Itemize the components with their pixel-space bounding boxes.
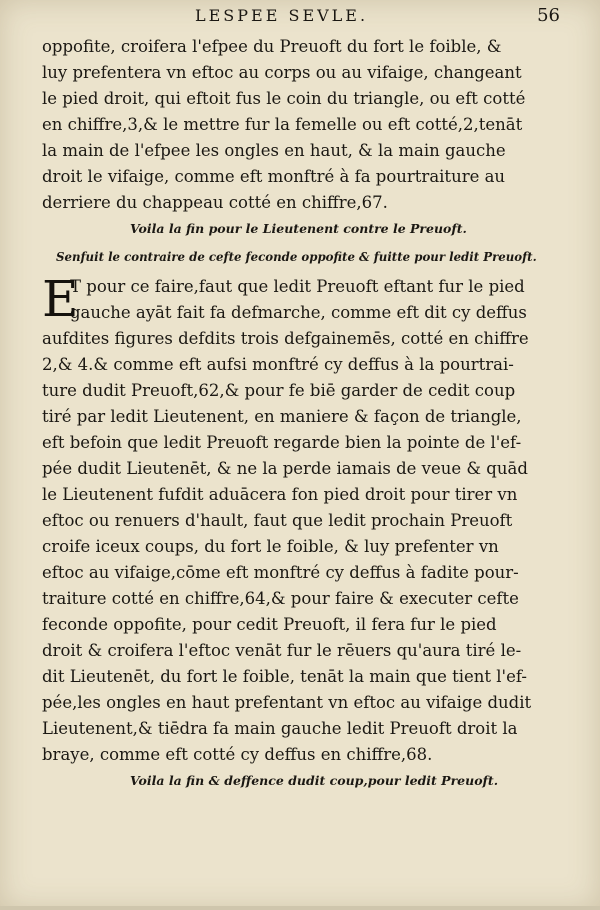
text-line: pée,les ongles en haut prefentant vn eftoc au vifaige dudit: [42, 693, 532, 712]
text-line: droit & croifera l'eftoc venāt fur le rēuers qu'aura tiré le-: [42, 641, 522, 660]
text-line: croife iceux coups, du fort le foible, & luy prefenter vn: [42, 537, 499, 556]
text-line: tiré par ledit Lieutenent, en maniere & façon de triangle,: [42, 407, 522, 426]
text-line: eftoc au vifaige,cōme eft monftré cy deffus à fadite pour-: [42, 563, 519, 582]
text-line: Lieutenent,& tiēdra fa main gauche ledit Preuoft droit la: [42, 719, 518, 738]
text-line: la main de l'efpee les ongles en haut, & la main gauche: [42, 141, 506, 160]
text-line: oppofite, croifera l'efpee du Preuoft du fort le foible, &: [42, 37, 502, 56]
text-line: eftoc ou renuers d'hault, faut que ledit prochain Preuoft: [42, 511, 513, 530]
text-line: traiture cotté en chiffre,64,& pour faire & executer cefte: [42, 589, 519, 608]
running-head: LESPEE SEVLE.: [195, 6, 369, 25]
text-line: gauche ayāt fait fa defmarche, comme eft dit cy deffus: [70, 303, 527, 322]
text-line: feconde oppofite, pour cedit Preuoft, il fera fur le pied: [42, 615, 497, 634]
text-line: ture dudit Preuoft,62,& pour fe biē garder de cedit coup: [42, 381, 516, 400]
text-line: 2,& 4.& comme eft aufsi monftré cy deffus à la pourtrai-: [42, 355, 514, 374]
page-header: [40, 2, 570, 26]
paragraph-2: [42, 270, 542, 768]
text-line: le pied droit, qui eftoit fus le coin du triangle, ou eft cotté: [42, 89, 526, 108]
text-line: T pour ce faire,faut que ledit Preuoft eftant fur le pied: [70, 277, 525, 296]
text-line: eft befoin que ledit Preuoft regarde bien la pointe de l'ef-: [42, 433, 522, 452]
drop-cap: E: [42, 270, 79, 328]
text-line: droit le vifaige, comme eft monftré à fa pourtraiture au: [42, 167, 506, 186]
text-line: aufdites figures defdits trois defgainemēs, cotté en chiffre: [42, 329, 529, 348]
text-line: braye, comme eft cotté cy deffus en chiffre,68.: [42, 745, 433, 764]
text-line: derriere du chappeau cotté en chiffre,67.: [42, 193, 388, 212]
section-caption: Voila la fin pour le Lieutenent contre le Preuoft.: [130, 221, 467, 236]
text-line: le Lieutenent fufdit aduācera fon pied droit pour tirer vn: [42, 485, 518, 504]
text-line: dit Lieutenēt, du fort le foible, tenāt la main que tient l'ef-: [42, 667, 527, 686]
closing-caption: Voila la fin & deffence dudit coup,pour ledit Preuoft.: [130, 773, 499, 788]
text-line: pée dudit Lieutenēt, & ne la perde iamais de veue & quād: [42, 459, 528, 478]
paragraph-1: [42, 34, 542, 216]
text-line: en chiffre,3,& le mettre fur la femelle ou eft cotté,2,tenāt: [42, 115, 523, 134]
text-block: [42, 34, 542, 794]
section-heading: Senfuit le contraire de cefte feconde oppofite & fuitte pour ledit Preuoft.: [56, 250, 537, 264]
folio-number: 56: [537, 5, 560, 26]
text-line: luy prefentera vn eftoc au corps ou au vifaige, changeant: [42, 63, 522, 82]
page-edge: [0, 906, 600, 910]
